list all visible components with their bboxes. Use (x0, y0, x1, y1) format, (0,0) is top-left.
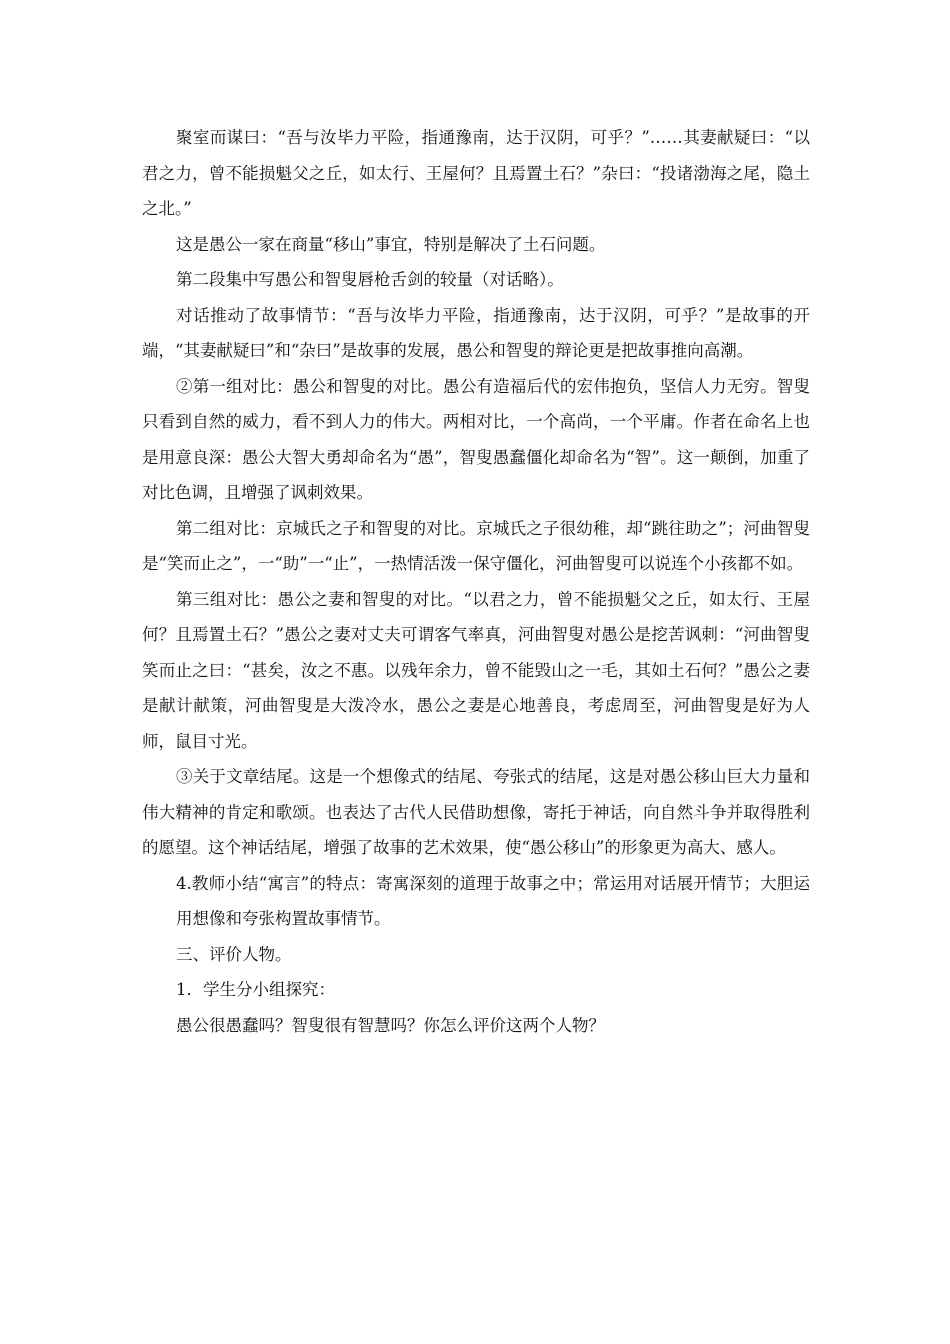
paragraph-first-contrast: ②第一组对比：愚公和智叟的对比。愚公有造福后代的宏伟抱负，坚信人力无穷。智叟只看到自然的威力，看不到人力的伟大。两相对比，一个高尚，一个平庸。作者在命名上也是用意良深：愚公大智大勇却命名为“愚”，智叟愚蠢僵化却命名为“智”。这一颠倒，加重了对比色调，且增强了讽刺效果。 (142, 376, 810, 502)
paragraph-discussion-quote: 聚室而谋曰：“吾与汝毕力平险，指通豫南，达于汉阴，可乎？”……其妻献疑曰：“以君之力，曾不能损魁父之丘，如太行、王屋何？且焉置土石？”杂曰：“投诸渤海之尾，隐土之北。” (142, 128, 810, 218)
list-item-group-inquiry: 1．学生分小组探究： (176, 980, 335, 999)
section-heading-evaluate-characters: 三、评价人物。 (176, 944, 292, 964)
paragraph-teacher-summary: 4.教师小结“寓言”的特点：寄寓深刻的道理于故事之中；常运用对话展开情节；大胆运用想像和夸张构置故事情节。 (176, 873, 810, 928)
document-body (142, 120, 810, 1043)
paragraph-ending: ③关于文章结尾。这是一个想像式的结尾、夸张式的结尾，这是对愚公移山巨大力量和伟大精神的肯定和歌颂。也表达了古代人民借助想像，寄托于神话，向自然斗争并取得胜利的愿望。这个神话结尾，增强了故事的艺术效果，使“愚公移山”的形象更为高大、感人。 (142, 767, 810, 857)
paragraph-family-discussion: 这是愚公一家在商量“移山”事宜，特别是解决了土石问题。 (176, 234, 606, 254)
paragraph-third-contrast: 第三组对比：愚公之妻和智叟的对比。“以君之力，曾不能损魁父之丘，如太行、王屋何？且焉置土石？”愚公之妻对丈夫可谓客气率真，河曲智叟对愚公是挖苦讽刺：“河曲智叟笑而止之曰：“甚矣，汝之不惠。以残年余力，曾不能毁山之一毛，其如土石何？”愚公之妻是献计献策，河曲智叟是大泼冷水，愚公之妻是心地善良，考虑周至，河曲智叟是好为人师，鼠目寸光。 (142, 589, 810, 751)
paragraph-second-section: 第二段集中写愚公和智叟唇枪舌剑的较量（对话略）。 (176, 270, 564, 289)
paragraph-second-contrast: 第二组对比：京城氏之子和智叟的对比。京城氏之子很幼稚，却“跳往助之”；河曲智叟是“笑而止之”，一“助”一“止”，一热情活泼一保守僵化，河曲智叟可以说连个小孩都不如。 (142, 518, 810, 573)
paragraph-question: 愚公很愚蠢吗？智叟很有智慧吗？你怎么评价这两个人物？ (176, 1015, 605, 1035)
paragraph-dialogue-plot: 对话推动了故事情节：“吾与汝毕力平险，指通豫南，达于汉阴，可乎？”是故事的开端，“其妻献疑曰”和“杂曰”是故事的发展，愚公和智叟的辩论更是把故事推向高潮。 (142, 305, 810, 360)
